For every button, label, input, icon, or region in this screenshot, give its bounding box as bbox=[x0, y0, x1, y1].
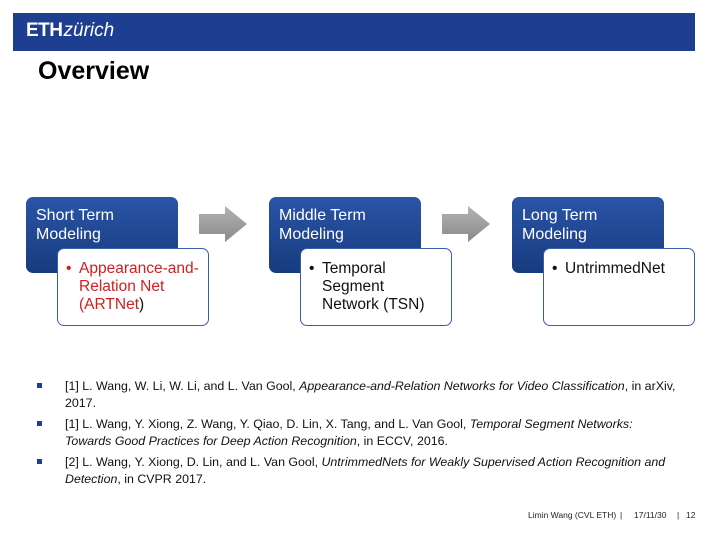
long-term-content-box bbox=[543, 248, 695, 326]
footer-separator: | bbox=[677, 510, 680, 520]
reference-authors: [1] L. Wang, W. Li, W. Li, and L. Van Gool, bbox=[65, 379, 300, 393]
short-term-content-box bbox=[57, 248, 209, 326]
reference-title: Appearance-and-Relation Networks for Video Classification bbox=[299, 379, 625, 393]
logo-italic: zürich bbox=[63, 20, 115, 41]
reference-title: UntrimmedNets for Weakly Supervised Action Recognition and Detection bbox=[65, 455, 666, 486]
footer-separator: | bbox=[620, 510, 623, 520]
footer-author: Limin Wang (CVL ETH) bbox=[528, 510, 617, 520]
reference-venue: , in CVPR 2017. bbox=[117, 472, 207, 486]
reference-authors: [1] L. Wang, Y. Xiong, Z. Wang, Y. Qiao, D. Lin, X. Tang, and L. Van Gool, bbox=[65, 417, 470, 431]
long-term-heading: Long Term Modeling bbox=[522, 207, 598, 243]
reference-venue: , in ECCV, 2016. bbox=[356, 434, 448, 448]
reference-item bbox=[36, 416, 676, 450]
artnet-link-text: Appearance-and-Relation Net (ARTNet bbox=[79, 260, 199, 313]
reference-item bbox=[36, 454, 676, 488]
untrimmednet-item: UntrimmedNet bbox=[565, 260, 665, 277]
references-list bbox=[36, 378, 676, 492]
eth-zurich-logo bbox=[26, 19, 114, 43]
square-bullet-icon bbox=[37, 459, 42, 464]
arrow-right-icon bbox=[197, 205, 249, 243]
reference-item bbox=[36, 378, 676, 412]
reference-authors: [2] L. Wang, Y. Xiong, D. Lin, and L. Van Gool, bbox=[65, 455, 322, 469]
reference-venue: , in arXiv, 2017. bbox=[65, 379, 676, 410]
reference-title: Temporal Segment Networks: Towards Good Practices for Deep Action Recognition bbox=[65, 417, 633, 448]
tsn-item: Temporal Segment Network (TSN) bbox=[322, 260, 425, 313]
arrow-right-icon bbox=[440, 205, 492, 243]
square-bullet-icon bbox=[37, 383, 42, 388]
middle-term-heading: Middle Term Modeling bbox=[279, 207, 366, 243]
bullet-icon: • bbox=[66, 260, 72, 277]
square-bullet-icon bbox=[37, 421, 42, 426]
header-bar bbox=[13, 13, 695, 51]
short-term-heading: Short Term Modeling bbox=[36, 207, 114, 243]
page-number: 12 bbox=[686, 510, 696, 520]
bullet-icon: • bbox=[309, 260, 315, 277]
bullet-icon: • bbox=[552, 260, 558, 277]
logo-bold: ETH bbox=[26, 20, 63, 41]
artnet-suffix: ) bbox=[139, 296, 145, 313]
page-title: Overview bbox=[38, 57, 150, 85]
middle-term-content-box bbox=[300, 248, 452, 326]
footer-date: 17/11/30 bbox=[634, 510, 667, 520]
